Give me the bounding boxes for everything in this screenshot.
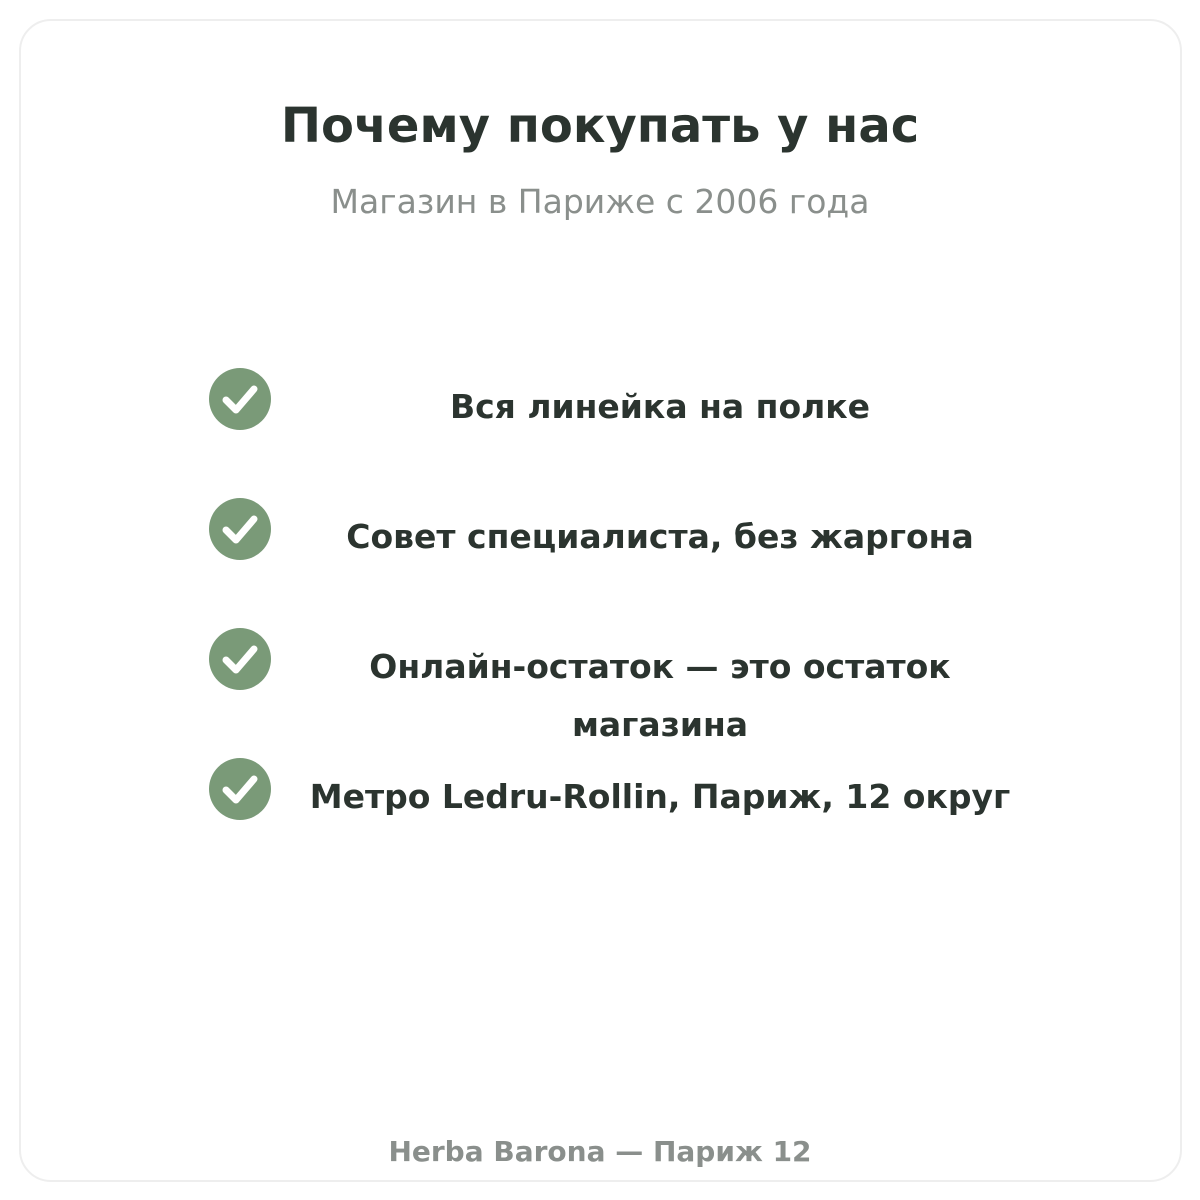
check-circle-icon xyxy=(209,628,271,690)
feature-text: Онлайн-остаток — это остаток магазина xyxy=(369,647,951,744)
feature-text: Вся линейка на полке xyxy=(449,387,871,426)
feature-text: Совет специалиста, без жаргона xyxy=(346,517,974,556)
check-circle-icon xyxy=(209,368,271,430)
check-circle-icon xyxy=(209,498,271,560)
footer-brand: Herba Barona — Париж 12 xyxy=(388,1135,812,1168)
page-subtitle: Магазин в Париже с 2006 года xyxy=(330,182,870,221)
page-title: Почему покупать у нас xyxy=(280,98,920,154)
check-circle-icon xyxy=(209,758,271,820)
feature-text: Метро Ledru-Rollin, Париж, 12 округ xyxy=(309,777,1011,816)
